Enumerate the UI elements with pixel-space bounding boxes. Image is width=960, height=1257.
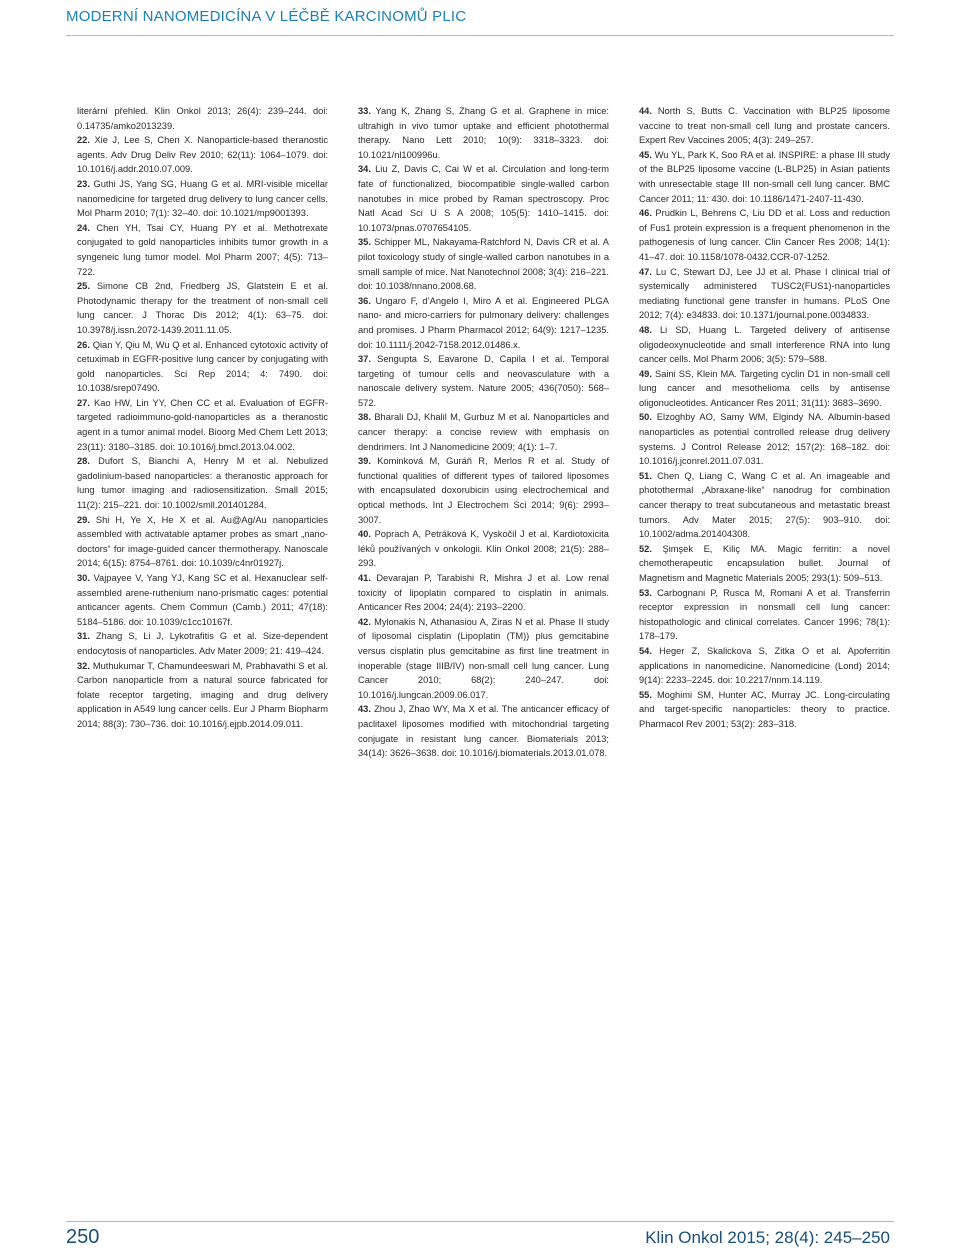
reference-text: Lu C, Stewart DJ, Lee JJ et al. Phase I clinical trial of systemically administered TUSC2(FUS1)-nanoparticles mediating functional gene transfer in humans. PLoS One 2012; 7(4): e34833. doi: 10.1371/journal.pone.0034833.: [639, 266, 890, 321]
reference-entry: [358, 454, 609, 527]
reference-number: 55.: [639, 689, 652, 700]
reference-text: Heger Z, Skalickova S, Zitka O et al. Apoferritin applications in nanomedicine. Nanomedicine (Lond) 2014; 9(14): 2233–2245. doi: 10.2217/nnm.14.119.: [639, 645, 890, 686]
reference-number: 29.: [77, 514, 90, 525]
reference-text: Saini SS, Klein MA. Targeting cyclin D1 in non-small cell lung cancer and mesothelioma cells by antisense oligonucleotides. Anticancer Res 2011; 31(11): 3683–3690.: [639, 368, 890, 408]
reference-number: 43.: [358, 704, 371, 715]
journal-citation: Klin Onkol 2015; 28(4): 245–250: [645, 1228, 890, 1247]
reference-entry: [77, 338, 328, 396]
reference-entry: [639, 688, 890, 732]
page-number: 250: [66, 1226, 100, 1248]
reference-text: Dufort S, Bianchi A, Henry M et al. Nebulized gadolinium-based nanoparticles: a theranostic approach for lung tumor imaging and radiosensitization. Small 2015; 11(2): 215–221. doi: 10.1002/smll.201401284.: [77, 456, 328, 511]
reference-entry: [77, 659, 328, 732]
reference-number: 53.: [639, 587, 652, 598]
reference-number: 42.: [358, 616, 371, 627]
reference-text: Yang K, Zhang S, Zhang G et al. Graphene in mice: ultrahigh in vivo tumor uptake and efficient photothermal therapy. Nano Lett 2010; 10(9): 3318–3323. doi: 10.1021/nl100996u.: [358, 106, 609, 160]
reference-entry: [77, 221, 328, 279]
reference-entry: [358, 527, 609, 571]
reference-number: 51.: [639, 470, 652, 481]
reference-text: Sengupta S, Eavarone D, Capila I et al. Temporal targeting of tumour cells and neovasculature with a nanoscale delivery system. Nature 2005; 436(7050): 568–572.: [358, 354, 609, 408]
reference-column-2: [358, 104, 609, 761]
reference-entry: [639, 410, 890, 468]
reference-entry: [358, 410, 609, 454]
reference-text: Mylonakis N, Athanasiou A, Ziras N et al. Phase II study of liposomal cisplatin (Lipoplatin (TM)) plus gemcitabine versus cisplatin plus gemcitabine as first line treatment in inoperable (stage IIIB/IV) non-small cell lung cancer. Lung Cancer 2010; 68(2): 240–247. doi: 10.1016/j.lungcan.2009.06.017.: [358, 616, 609, 700]
reference-text: Li SD, Huang L. Targeted delivery of antisense oligodeoxynucleotide and small interference RNA into lung cancer cells. Mol Pharm 2006; 3(5): 579–588.: [639, 324, 890, 365]
reference-text: Qian Y, Qiu M, Wu Q et al. Enhanced cytotoxic activity of cetuximab in EGFR-positive lung cancer by conjugating with gold nanoparticles. Sci Rep 2014; 4: 7490. doi: 10.1038/srep07490.: [77, 339, 328, 394]
reference-number: 36.: [358, 295, 371, 306]
reference-entry: [358, 615, 609, 703]
reference-entry: [77, 513, 328, 571]
reference-text: Wu YL, Park K, Soo RA et al. INSPIRE: a phase III study of the BLP25 liposome vaccine (L-BLP25) in Asian patients with unresectable stage III non-small cell lung cancer. BMC Cancer 2011; 11: 430. doi: 10.1186/1471-2407-11-430.: [639, 149, 890, 204]
reference-number: 50.: [639, 412, 652, 423]
reference-number: 39.: [358, 456, 371, 467]
reference-entry: [77, 133, 328, 177]
reference-number: 31.: [77, 631, 90, 642]
reference-number: 54.: [639, 645, 652, 656]
reference-entry: [358, 162, 609, 235]
reference-entry: [358, 571, 609, 615]
reference-entry: [77, 279, 328, 337]
reference-text: Zhang S, Li J, Lykotrafitis G et al. Size-dependent endocytosis of nanoparticles. Adv Mater 2009; 21: 419–424.: [77, 631, 328, 656]
reference-text: Xie J, Lee S, Chen X. Nanoparticle-based theranostic agents. Adv Drug Deliv Rev 2010; 62(11): 1064–1079. doi: 10.1016/j.addr.2010.07.009.: [77, 135, 328, 175]
footer-rule: [66, 1221, 894, 1222]
reference-text: Guthi JS, Yang SG, Huang G et al. MRI-visible micellar nanomedicine for targeted drug delivery to lung cancer cells. Mol Pharm 2010; 7(1): 32–40. doi: 10.1021/mp9001393.: [77, 178, 329, 219]
reference-number: 44.: [639, 106, 652, 116]
reference-number: 27.: [77, 397, 90, 408]
reference-text: Shi H, Ye X, He X et al. Au@Ag/Au nanoparticles assembled with activatable aptamer probes as smart „nano-doctors“ for image-guided cancer thermotherapy. Nanoscale 2014; 6(15): 8754–8761. doi: 10.1039/c4nr01927j.: [77, 514, 328, 569]
reference-number: 52.: [639, 543, 652, 554]
reference-text: Carbognani P, Rusca M, Romani A et al. Transferrin receptor expression in nonsmall cell lung cancer: histopathologic and clinical correlates. Cancer 1996; 78(1): 178–179.: [639, 587, 890, 642]
reference-number: 48.: [639, 324, 652, 335]
reference-number: 47.: [639, 266, 652, 277]
reference-column-1: [77, 104, 328, 761]
reference-number: 22.: [77, 135, 90, 146]
reference-number: 32.: [77, 660, 90, 671]
reference-text: Prudkin L, Behrens C, Liu DD et al. Loss and reduction of Fus1 protein expression is a frequent phenomenon in the pathogenesis of lung cancer. Clin Cancer Res 2008; 14(1): 41–47. doi: 10.1158/1078-0432.CCR-07-1252.: [639, 208, 890, 262]
header-rule: [66, 35, 894, 36]
reference-text: North S, Butts C. Vaccination with BLP25 liposome vaccine to treat non-small cell lung and prostate cancers. Expert Rev Vaccines 2005; 4(3): 249–257.: [639, 106, 890, 146]
reference-text: Şimşek E, Kiliç MA. Magic ferritin: a novel chemotherapeutic encapsulation bullet. Journal of Magnetism and Magnetic Materials 2005; 293(1): 509–513.: [639, 543, 890, 583]
reference-entry: [639, 323, 890, 367]
reference-number: 34.: [358, 164, 371, 175]
reference-entry: [639, 542, 890, 586]
reference-number: 35.: [358, 237, 371, 248]
reference-text: Muthukumar T, Chamundeeswari M, Prabhavathi S et al. Carbon nanoparticle from a natural source fabricated for folate receptor targeting, imaging and drug delivery application in A549 lung cancer cells. Eur J Pharm Biopharm 2014; 88(3): 730–736. doi: 10.1016/j.ejpb.2014.09.011.: [77, 660, 328, 729]
references-columns: [77, 104, 890, 761]
reference-entry: [639, 206, 890, 264]
reference-text: Poprach A, Petráková K, Vyskočil J et al. Kardiotoxicita léků používaných v onkologii. Klin Onkol 2008; 21(5): 288–293.: [358, 529, 609, 569]
reference-entry: [639, 586, 890, 644]
reference-number: 25.: [77, 281, 90, 292]
reference-number: 40.: [358, 529, 371, 540]
reference-entry: [77, 104, 328, 133]
reference-entry: [358, 294, 609, 352]
reference-text: Kominková M, Guráň R, Merlos R et al. Study of functional qualities of different types of tailored liposomes with encapsulated doxorubicin using electrochemical and optical methods. Int J Electrochem Sci 2014; 9(6): 2993–3007.: [358, 456, 609, 525]
reference-number: 41.: [358, 573, 371, 583]
reference-text: Zhou J, Zhao WY, Ma X et al. The anticancer efficacy of paclitaxel liposomes modified with mitochondrial targeting conjugate in resistant lung cancer. Biomaterials 2013; 34(14): 3626–3638. doi: 10.1016/j.biomaterials.2013.01.078.: [358, 704, 610, 759]
reference-entry: [639, 148, 890, 206]
reference-text: Kao HW, Lin YY, Chen CC et al. Evaluation of EGFR-targeted radioimmuno-gold-nanoparticles as a theranostic agent in a tumor animal model. Bioorg Med Chem Lett 2013; 23(11): 3180–3185. doi: 10.1016/j.bmcl.2013.04.002.: [77, 397, 328, 452]
reference-number: 30.: [77, 573, 90, 583]
reference-text: Simone CB 2nd, Friedberg JS, Glatstein E et al. Photodynamic therapy for the treatment of non-small cell lung cancer. J Thorac Dis 2012; 4(1): 63–75. doi: 10.3978/j.issn.2072-1439.2011.11.05.: [77, 281, 328, 335]
reference-text: Ungaro F, d’Angelo I, Miro A et al. Engineered PLGA nano- and micro-carriers for pulmonary delivery: challenges and promises. J Pharm Pharmacol 2012; 64(9): 1217–1235. doi: 10.1111/j.2042-7158.2012.01486.x.: [358, 295, 609, 350]
reference-entry: [639, 469, 890, 542]
reference-column-3: [639, 104, 890, 761]
reference-entry: [77, 454, 328, 512]
running-header: MODERNÍ NANOMEDICÍNA V LÉČBĚ KARCINOMŮ PLIC: [66, 8, 467, 25]
reference-text: Bharali DJ, Khalil M, Gurbuz M et al. Nanoparticles and cancer therapy: a concise review with emphasis on dendrimers. Int J Nanomedicine 2009; 4(1): 1–7.: [358, 412, 609, 452]
reference-entry: [358, 104, 609, 162]
reference-number: 37.: [358, 354, 371, 365]
reference-number: 33.: [358, 106, 371, 116]
reference-text: Elzoghby AO, Samy WM, Elgindy NA. Albumin-based nanoparticles as potential controlled release drug delivery systems. J Control Release 2012; 157(2): 168–182. doi: 10.1016/j.jconrel.2011.07.031.: [639, 412, 890, 467]
reference-entry: [77, 571, 328, 629]
reference-text: Vajpayee V, Yang YJ, Kang SC et al. Hexanuclear self-assembled arene-ruthenium nano-prismatic cages: potential anticancer agents. Chem Commun (Camb.) 2011; 47(18): 5184–5186. doi: 10.1039/c1cc10167f.: [77, 573, 328, 627]
reference-entry: [639, 265, 890, 323]
reference-entry: [77, 396, 328, 454]
reference-text: Devarajan P, Tarabishi R, Mishra J et al. Low renal toxicity of lipoplatin compared to cisplatin in animals. Anticancer Res 2004; 24(4): 2193–2200.: [358, 573, 610, 613]
reference-entry: [639, 367, 890, 411]
reference-number: 45.: [639, 149, 652, 160]
reference-text: literární přehled. Klin Onkol 2013; 26(4): 239–244. doi: 0.14735/amko2013239.: [77, 106, 328, 131]
reference-number: 23.: [77, 178, 90, 189]
reference-text: Schipper ML, Nakayama-Ratchford N, Davis CR et al. A pilot toxicology study of single-walled carbon nanotubes in a small sample of mice. Nat Nanotechnol 2008; 3(4): 216–221. doi: 10.1038/nnano.2008.68.: [358, 237, 609, 292]
reference-number: 28.: [77, 456, 90, 467]
reference-entry: [639, 104, 890, 148]
reference-entry: [358, 352, 609, 410]
reference-entry: [358, 235, 609, 293]
reference-text: Chen Q, Liang C, Wang C et al. An imageable and photothermal „Abraxane-like“ nanodrug for combination cancer therapy to treat subcutaneous and metastatic breast tumors. Adv Mater 2015; 27(5): 903–910. doi: 10.1002/adma.201404308.: [639, 470, 890, 540]
reference-text: Liu Z, Davis C, Cai W et al. Circulation and long-term fate of functionalized, biocompatible single-walled carbon nanotubes in mice probed by Raman spectroscopy. Proc Natl Acad Sci U S A 2008; 105(5): 1410–1415. doi: 10.1073/pnas.0707654105.: [358, 164, 609, 233]
reference-entry: [77, 177, 328, 221]
reference-number: 46.: [639, 208, 652, 219]
reference-number: 49.: [639, 368, 652, 379]
reference-entry: [639, 644, 890, 688]
reference-entry: [358, 702, 609, 760]
reference-entry: [77, 629, 328, 658]
reference-number: 24.: [77, 222, 90, 233]
reference-number: 38.: [358, 412, 371, 423]
reference-text: Chen YH, Tsai CY, Huang PY et al. Methotrexate conjugated to gold nanoparticles inhibits tumor growth in a syngeneic lung tumor model. Mol Pharm 2007; 4(5): 713–722.: [77, 222, 328, 277]
reference-text: Moghimi SM, Hunter AC, Murray JC. Long-circulating and target-specific nanoparticles: theory to practice. Pharmacol Rev 2001; 53(2): 283–318.: [639, 689, 890, 729]
reference-number: 26.: [77, 339, 90, 350]
